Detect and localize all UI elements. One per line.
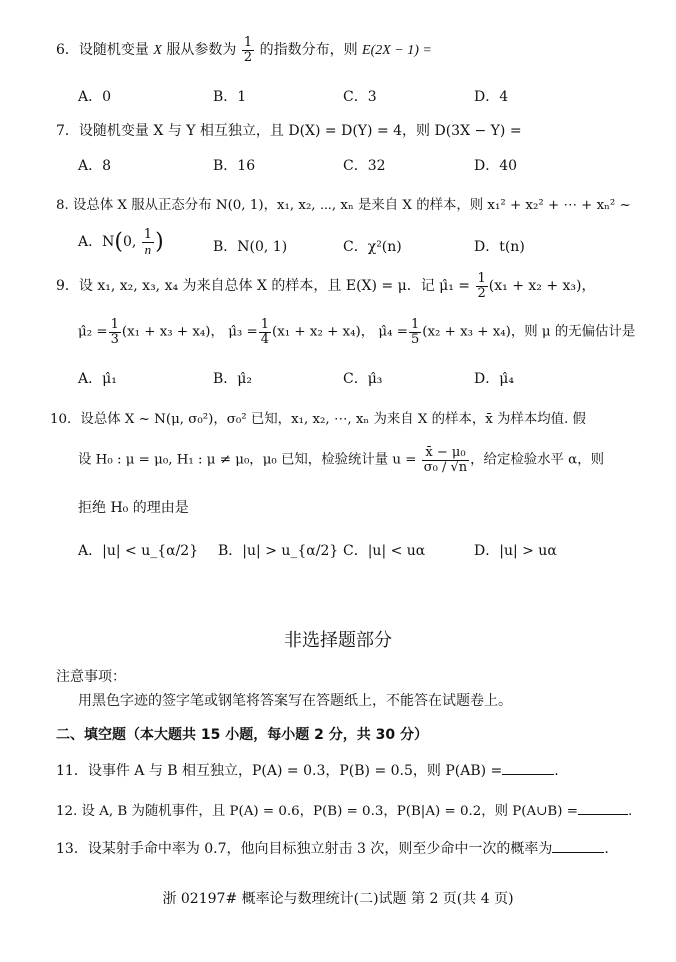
q6-text-b: 服从参数为 [166,42,237,59]
q6-text-a: 6．设随机变量 [56,42,149,59]
q9-text-a: 9．设 x₁, x₂, x₃, x₄ 为来自总体 X 的样本，且 E(X) = μ．记 μ̂₁ = [56,278,471,295]
q9-mu4-tail: (x₂ + x₃ + x₄)，则 μ 的无偏估计是 [422,324,636,340]
q6-variable: X [153,43,162,59]
q11-stem: 11．设事件 A 与 B 相互独立，P(A) = 0.3，P(B) = 0.5，则 P(AB) = [56,763,503,779]
q9-text-a-tail: (x₁ + x₂ + x₃)， [488,278,596,295]
q11-end: . [554,763,559,779]
q10-option-c: C．|u| < uα [343,543,426,559]
q13-end: . [604,841,609,857]
q9-frac-3-den: 4 [260,331,270,347]
q8-option-a-fraction [142,228,154,256]
page-footer: 浙 02197# 概率论与数理统计(二)试题 第 2 页(共 4 页) [162,891,514,907]
q6-option-d: D．4 [474,89,509,105]
question-10-line-3: 拒绝 H₀ 的理由是 [78,500,189,516]
notice-text: 用黑色字迹的签字笔或钢笔将答案写在答题纸上，不能答在试题卷上。 [78,693,512,709]
q9-frac-4-num: 1 [410,317,420,332]
q6-frac-numerator: 1 [243,35,253,50]
q9-frac-4 [409,318,421,346]
section-title: 非选择题部分 [284,630,392,651]
q8-option-a: A．N(0, $\frac{1}{n}$ ) [78,227,164,257]
q8-option-c: C．χ²(n) [343,239,402,255]
question-6-stem [56,36,432,64]
q6-option-b: B．1 [213,89,247,105]
q6-text-c: 的指数分布，则 [259,42,358,59]
q9-frac-2-num: 1 [110,317,119,332]
q7-option-b: B．16 [213,158,256,174]
q7-option-a: A．8 [78,158,112,174]
question-8-stem: 8. 设总体 X 服从正态分布 N(0, 1)，x₁, x₂, ⋯, xₙ 是来自 X 的样本，则 x₁² + x₂² + ⋯ + xₙ² ~ [56,198,631,213]
q8-frac-numerator: 1 [143,227,153,242]
q11-answer-blank [502,774,554,775]
q9-estimators-line [78,318,635,346]
q9-option-a: A．μ̂₁ [78,371,117,387]
q9-frac-1 [476,272,488,300]
q12-answer-blank [578,814,628,815]
question-12 [56,800,632,819]
question-10-line-2 [78,446,604,474]
q9-frac-2 [109,318,121,346]
q10-option-a: A．|u| < u_{α/2} [78,543,199,559]
q8-option-d: D．t(n) [474,239,525,255]
question-11 [56,760,559,780]
q9-mu4-lhs: μ̂₄ = [378,324,408,340]
q9-frac-1-den: 2 [477,285,486,301]
q10-test-statistic-fraction [422,446,469,474]
q8-frac-denominator: n [144,241,152,257]
notice-label: 注意事项： [56,669,126,685]
q10-option-b: B．|u| > u_{α/2} [218,543,339,559]
q8-option-a-arg: 0, [122,234,137,251]
q12-stem: 12. 设 A, B 为随机事件，且 P(A) = 0.6，P(B) = 0.3，P(B|A) = 0.2，则 P(A∪B) = [56,804,578,819]
q6-frac-denominator: 2 [243,49,253,65]
q9-frac-4-den: 5 [410,331,420,347]
q10-frac-num: x̄ − μ₀ [422,446,469,461]
q13-stem: 13．设某射手命中率为 0.7，他向目标独立射击 3 次，则至少命中一次的概率为 [56,841,553,857]
q8-option-b: B．N(0, 1) [213,239,288,255]
q10-line2-b: ，给定检验水平 α，则 [470,452,604,468]
question-13 [56,838,609,858]
q13-answer-blank [552,852,604,853]
q9-mu3-lhs: μ̂₃ = [228,324,258,340]
fill-in-heading: 二、填空题（本大题共 15 小题，每小题 2 分，共 30 分） [56,727,428,743]
q6-fraction [242,36,254,64]
q6-expression: E(2X − 1) = [362,43,432,59]
q8-option-a-prefix: A．N [78,234,115,251]
question-9-stem [56,272,596,300]
q7-option-d: D．40 [474,158,518,174]
q9-mu2-lhs: μ̂₂ = [78,324,108,340]
q10-line2-a: 设 H₀ : μ = μ₀, H₁ : μ ≠ μ₀，μ₀ 已知，检验统计量 u = [78,452,417,468]
q10-frac-den: σ₀ / √n [423,459,468,475]
q9-mu2-tail: (x₁ + x₃ + x₄)， [121,324,224,340]
q10-option-d: D．|u| > uα [474,543,557,559]
q9-option-b: B．μ̂₂ [213,371,252,387]
q9-frac-3-num: 1 [260,317,270,332]
q9-option-c: C．μ̂₃ [343,371,383,387]
q6-option-a: A．0 [78,89,112,105]
question-7-stem: 7．设随机变量 X 与 Y 相互独立，且 D(X) = D(Y) = 4，则 D(3X − Y) = [56,123,522,139]
q9-frac-2-den: 3 [110,331,119,347]
q7-option-c: C．32 [343,158,386,174]
q12-end: . [627,804,633,819]
q9-option-d: D．μ̂₄ [474,371,514,387]
question-10-line-1: 10．设总体 X ~ N(μ, σ₀²)，σ₀² 已知，x₁, x₂, ⋯, xₙ 为来自 X 的样本，x̄ 为样本均值. 假 [50,412,586,427]
q9-frac-1-num: 1 [477,271,486,286]
q9-mu3-tail: (x₁ + x₂ + x₄)， [272,324,375,340]
q9-frac-3 [259,318,271,346]
q6-option-c: C．3 [343,89,377,105]
